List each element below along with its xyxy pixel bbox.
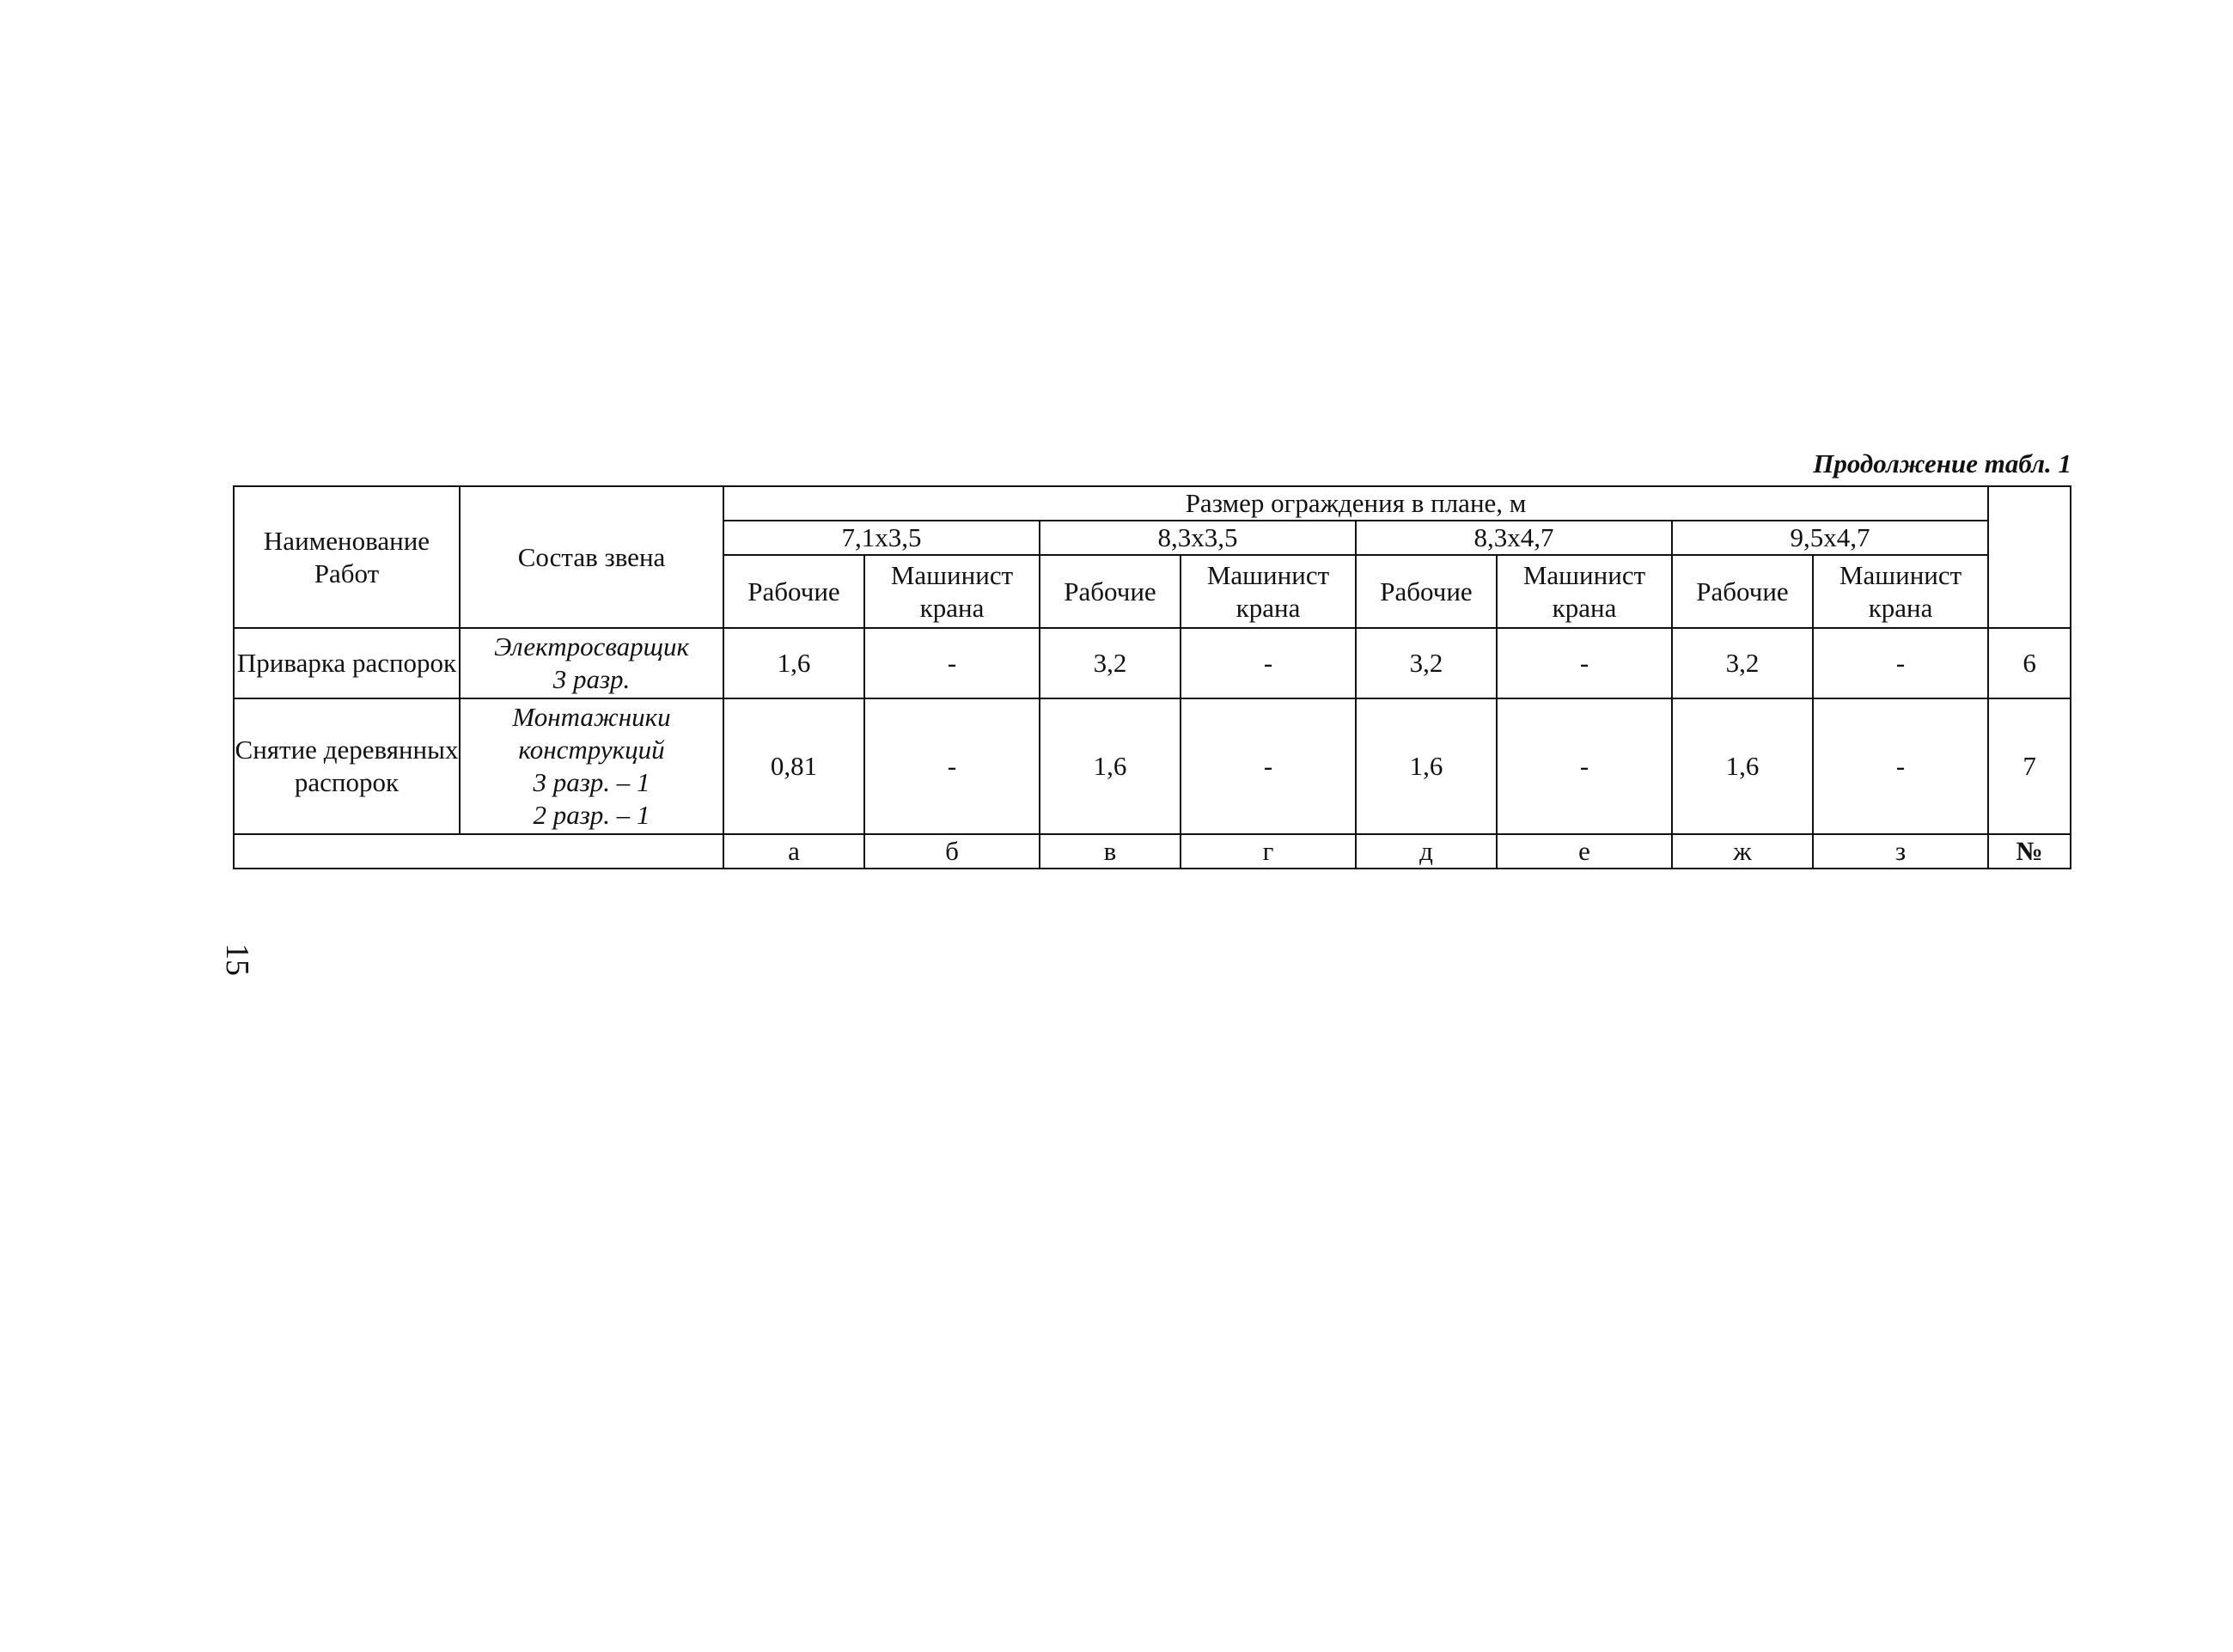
header-size-group: Размер ограждения в плане, м (723, 486, 1988, 521)
cell-value: - (1181, 698, 1356, 834)
cell-value: 1,6 (723, 628, 864, 698)
table-caption: Продолжение табл. 1 (1813, 448, 2071, 479)
table-row (234, 628, 2071, 698)
crew-line: 2 разр. – 1 (533, 800, 650, 830)
header-workers-2: Рабочие (1040, 555, 1181, 628)
cell-value: 3,2 (1040, 628, 1181, 698)
cell-value: - (1497, 628, 1672, 698)
crew-line: конструкций (518, 735, 665, 765)
header-size-4: 9,5х4,7 (1672, 521, 1988, 555)
row-work-name: Снятие деревянных распорок (234, 698, 460, 834)
header-crew: Состав звена (460, 486, 723, 628)
cell-value: 0,81 (723, 698, 864, 834)
footer-number-sign: № (1988, 834, 2071, 869)
footer-letter: з (1813, 834, 1988, 869)
row-number: 6 (1988, 628, 2071, 698)
header-work-name: Наименование Работ (234, 486, 460, 628)
cell-value: 1,6 (1672, 698, 1813, 834)
header-size-2: 8,3х3,5 (1040, 521, 1356, 555)
table-row (234, 698, 2071, 834)
cell-value: 3,2 (1672, 628, 1813, 698)
row-crew (460, 698, 723, 834)
crew-line: Монтажники (512, 702, 671, 732)
header-workers-4: Рабочие (1672, 555, 1813, 628)
header-crane-4: Машинист крана (1813, 555, 1988, 628)
footer-letter: г (1181, 834, 1356, 869)
header-size-3: 8,3х4,7 (1356, 521, 1672, 555)
work-table (233, 485, 2071, 869)
header-crane-2: Машинист крана (1181, 555, 1356, 628)
footer-letter: б (864, 834, 1040, 869)
row-number: 7 (1988, 698, 2071, 834)
cell-value: - (1813, 698, 1988, 834)
footer-letter: ж (1672, 834, 1813, 869)
crew-line: 3 разр. (552, 664, 631, 694)
header-workers-3: Рабочие (1356, 555, 1497, 628)
footer-letter: е (1497, 834, 1672, 869)
cell-value: 3,2 (1356, 628, 1497, 698)
page-number: 15 (219, 943, 255, 976)
footer-letter-row (234, 834, 2071, 869)
cell-value: - (864, 698, 1040, 834)
cell-value: - (1181, 628, 1356, 698)
cell-value: 1,6 (1356, 698, 1497, 834)
crew-line: 3 разр. – 1 (533, 767, 650, 797)
footer-letter: д (1356, 834, 1497, 869)
header-number-blank (1988, 486, 2071, 628)
footer-letter: а (723, 834, 864, 869)
header-workers-1: Рабочие (723, 555, 864, 628)
footer-blank (234, 834, 723, 869)
footer-letter: в (1040, 834, 1181, 869)
cell-value: - (864, 628, 1040, 698)
cell-value: 1,6 (1040, 698, 1181, 834)
crew-line: Электросварщик (493, 631, 690, 661)
cell-value: - (1813, 628, 1988, 698)
header-row-1 (234, 486, 2071, 521)
row-work-name: Приварка распорок (234, 628, 460, 698)
row-crew (460, 628, 723, 698)
header-size-1: 7,1х3,5 (723, 521, 1040, 555)
header-crane-1: Машинист крана (864, 555, 1040, 628)
cell-value: - (1497, 698, 1672, 834)
header-crane-3: Машинист крана (1497, 555, 1672, 628)
